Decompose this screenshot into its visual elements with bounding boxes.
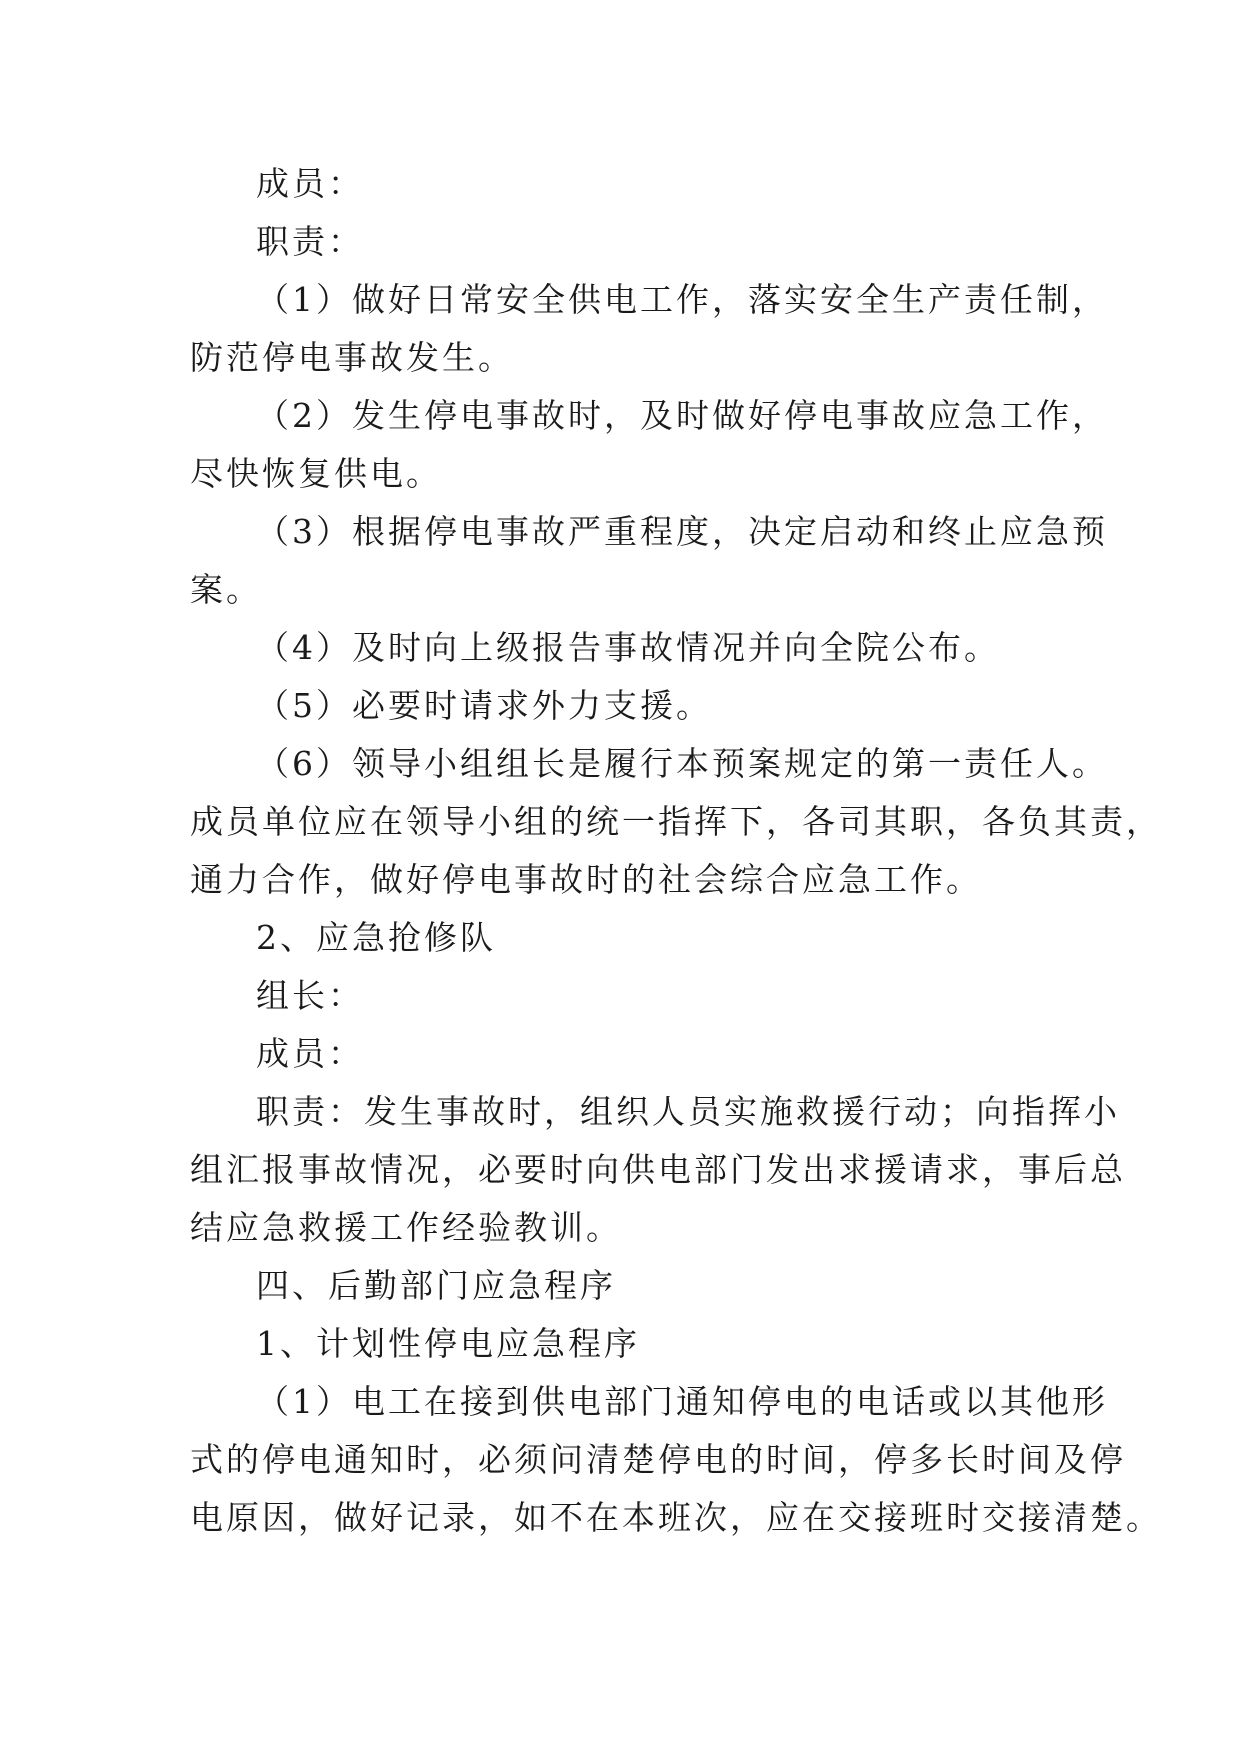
text-line-duty-6-cont-1: 成员单位应在领导小组的统一指挥下，各司其职，各负其责，: [190, 802, 1162, 841]
text-line-outage-1-cont-1: 式的停电通知时，必须问清楚停电的时间，停多长时间及停: [190, 1440, 1126, 1479]
section-heading-planned-outage: 1、计划性停电应急程序: [256, 1324, 640, 1363]
text-line-duty-1-cont: 防范停电事故发生。: [190, 338, 514, 377]
text-line-duty-6: （6）领导小组组长是履行本预案规定的第一责任人。: [256, 744, 1108, 783]
text-line-duty-6-cont-2: 通力合作，做好停电事故时的社会综合应急工作。: [190, 860, 982, 899]
section-heading-repair-team: 2、应急抢修队: [256, 918, 496, 957]
text-line-duty-5: （5）必要时请求外力支援。: [256, 686, 712, 725]
section-heading-logistics: 四、后勤部门应急程序: [256, 1266, 616, 1305]
text-line-duty-2-cont: 尽快恢复供电。: [190, 454, 442, 493]
text-line-outage-1-cont-2: 电原因，做好记录，如不在本班次，应在交接班时交接清楚。: [190, 1498, 1162, 1537]
text-line-duty-1: （1）做好日常安全供电工作，落实安全生产责任制，: [256, 280, 1108, 319]
text-line-members: 成员：: [256, 164, 364, 203]
text-line-team-duties: 职责：发生事故时，组织人员实施救援行动；向指挥小: [256, 1092, 1120, 1131]
text-line-team-duties-cont-2: 结应急救援工作经验教训。: [190, 1208, 622, 1247]
text-line-duty-2: （2）发生停电事故时，及时做好停电事故应急工作，: [256, 396, 1108, 435]
text-line-outage-1: （1）电工在接到供电部门通知停电的电话或以其他形: [256, 1382, 1108, 1421]
text-line-duties: 职责：: [256, 222, 364, 261]
text-line-duty-3-cont: 案。: [190, 570, 262, 609]
text-line-team-leader: 组长：: [256, 976, 364, 1015]
text-line-duty-4: （4）及时向上级报告事故情况并向全院公布。: [256, 628, 1000, 667]
text-line-team-duties-cont-1: 组汇报事故情况，必要时向供电部门发出求援请求，事后总: [190, 1150, 1126, 1189]
text-line-team-members: 成员：: [256, 1034, 364, 1073]
text-line-duty-3: （3）根据停电事故严重程度，决定启动和终止应急预: [256, 512, 1108, 551]
